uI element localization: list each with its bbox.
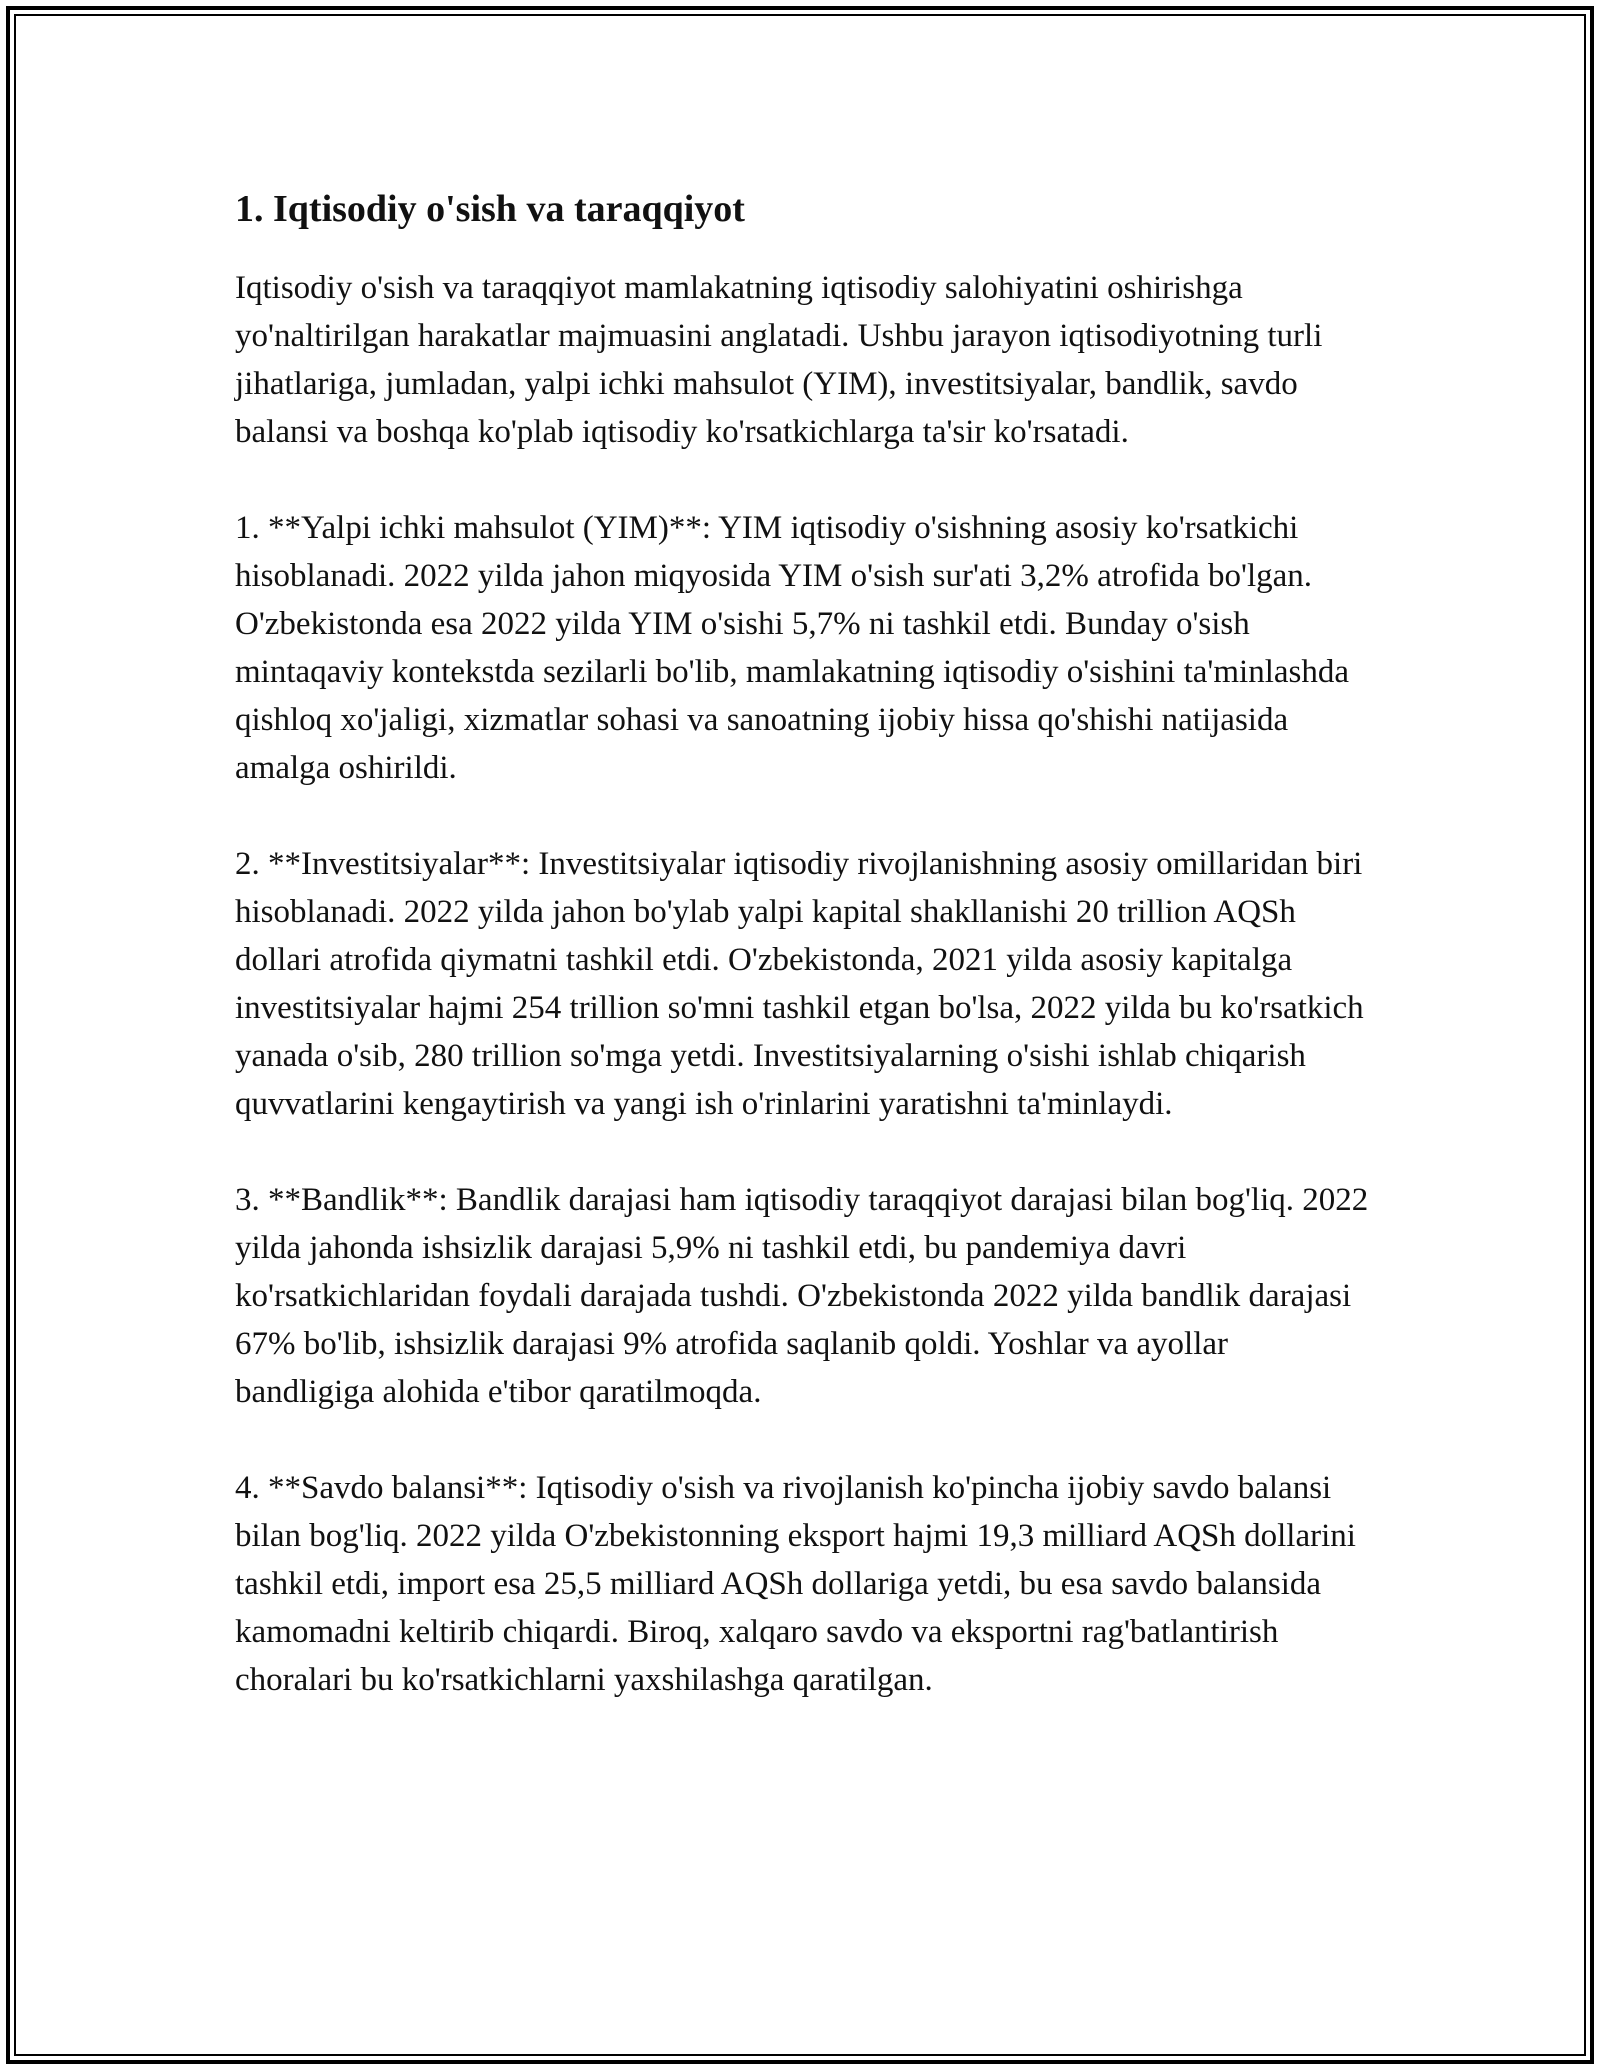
gdp-paragraph: 1. **Yalpi ichki mahsulot (YIM)**: YIM iqtisodiy o'sishning asosiy ko'rsatkichi hisoblanadi. 2022 yilda jahon miqyosida YIM o'sish sur'ati 3,2% atrofida bo'lgan. O'zbekistonda esa 2022 yilda YIM o'sishi 5,7% ni tashkil etdi. Bunday o'sish mintaqaviy kontekstda sezilarli bo'lib, mamlakatning iqtisodiy o'sishini ta'minlashda qishloq xo'jaligi, xizmatlar sohasi va sanoatning ijobiy hissa qo'shishi natijasida amalga oshirildi. [235,510,1350,787]
investments-paragraph: 2. **Investitsiyalar**: Investitsiyalar iqtisodiy rivojlanishning asosiy omillaridan biri hisoblanadi. 2022 yilda jahon bo'ylab yalpi kapital shakllanishi 20 trillion AQSh dollari atrofida qiymatni tashkil etdi. O'zbekistonda, 2021 yilda asosiy kapitalga investitsiyalar hajmi 254 trillion so'mni tashkil etgan bo'lsa, 2022 yilda bu ko'rsatkich yanada o'sib, 280 trillion so'mga yetdi. Investitsiyalarning o'sishi ishlab chiqarish quvvatlarini kengaytirish va yangi ish o'rinlarini yaratishni ta'minlaydi. [235,846,1364,1123]
intro-paragraph: Iqtisodiy o'sish va taraqqiyot mamlakatning iqtisodiy salohiyatini oshirishga yo'naltirilgan harakatlar majmuasini anglatadi. Ushbu jarayon iqtisodiyotning turli jihatlariga, jumladan, yalpi ichki mahsulot (YIM), investitsiyalar, bandlik, savdo balansi va boshqa ko'plab iqtisodiy ko'rsatkichlarga ta'sir ko'rsatadi. [235,270,1323,451]
employment-paragraph: 3. **Bandlik**: Bandlik darajasi ham iqtisodiy taraqqiyot darajasi bilan bog'liq. 2022 yilda jahonda ishsizlik darajasi 5,9% ni tashkil etdi, bu pandemiya davri ko'rsatkichlaridan foydali darajada tushdi. O'zbekistonda 2022 yilda bandlik darajasi 67% bo'lib, ishsizlik darajasi 9% atrofida saqlanib qoldi. Yoshlar va ayollar bandligiga alohida e'tibor qaratilmoqda. [235,1182,1369,1411]
document-body [235,185,1375,1704]
section-title: 1. Iqtisodiy o'sish va taraqqiyot [235,188,745,230]
trade-balance-paragraph: 4. **Savdo balansi**: Iqtisodiy o'sish va rivojlanish ko'pincha ijobiy savdo balansi bilan bog'liq. 2022 yilda O'zbekistonning eksport hajmi 19,3 milliard AQSh dollarini tashkil etdi, import esa 25,5 milliard AQSh dollariga yetdi, bu esa savdo balansida kamomadni keltirib chiqardi. Biroq, xalqaro savdo va eksportni rag'batlantirish choralari bu ko'rsatkichlarni yaxshilashga qaratilgan. [235,1470,1356,1699]
